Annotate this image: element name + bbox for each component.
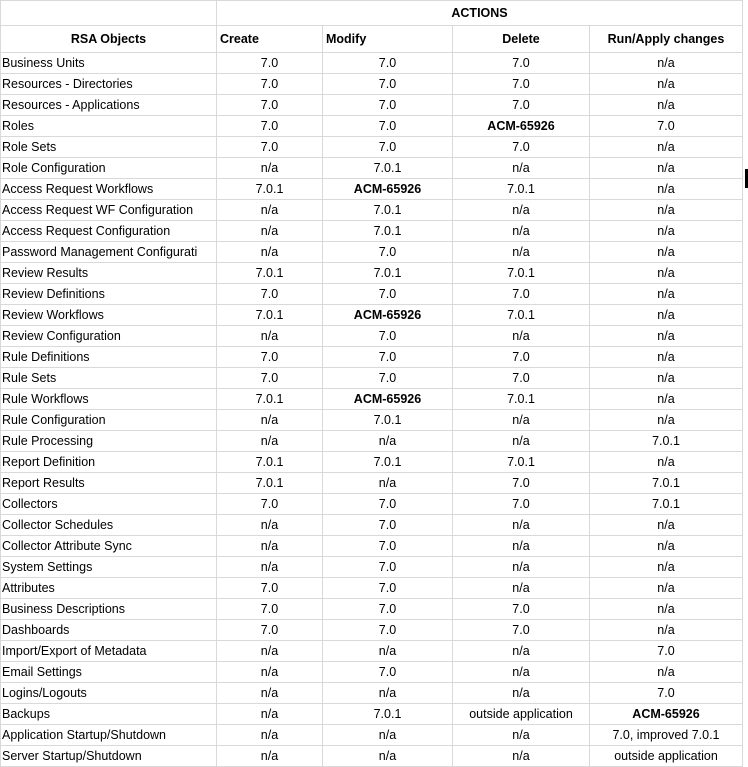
cell-modify[interactable]: 7.0 [323, 347, 453, 368]
table-row [1, 326, 743, 347]
cell-modify[interactable]: n/a [323, 473, 453, 494]
table-row [1, 263, 743, 284]
cell-modify[interactable]: 7.0.1 [323, 263, 453, 284]
row-object-name[interactable]: Roles [1, 116, 217, 137]
row-object-name[interactable]: Rule Processing [1, 431, 217, 452]
row-object-name[interactable]: Collector Attribute Sync [1, 536, 217, 557]
cell-modify[interactable]: n/a [323, 683, 453, 704]
row-object-name[interactable]: Password Management Configurati [1, 242, 217, 263]
cell-modify[interactable]: n/a [323, 641, 453, 662]
cell-delete[interactable]: 7.0 [453, 137, 590, 158]
table-row [1, 158, 743, 179]
cell-run-apply[interactable]: 7.0 [590, 641, 743, 662]
cell-modify[interactable]: 7.0 [323, 284, 453, 305]
row-object-name[interactable]: Import/Export of Metadata [1, 641, 217, 662]
cell-delete[interactable]: n/a [453, 221, 590, 242]
cell-modify[interactable]: 7.0 [323, 515, 453, 536]
row-object-name[interactable]: Dashboards [1, 620, 217, 641]
cell-delete[interactable]: n/a [453, 725, 590, 746]
cell-delete[interactable]: n/a [453, 683, 590, 704]
cell-run-apply[interactable]: n/a [590, 242, 743, 263]
column-header-delete: Delete [453, 26, 590, 53]
row-object-name[interactable]: Access Request WF Configuration [1, 200, 217, 221]
row-object-name[interactable]: Access Request Configuration [1, 221, 217, 242]
table-row [1, 179, 743, 200]
table-row [1, 641, 743, 662]
cell-run-apply[interactable]: n/a [590, 662, 743, 683]
cell-run-apply[interactable]: n/a [590, 557, 743, 578]
table-row [1, 662, 743, 683]
table-row [1, 515, 743, 536]
table-row [1, 473, 743, 494]
table-row [1, 620, 743, 641]
table-row [1, 704, 743, 725]
cell-modify[interactable]: 7.0.1 [323, 158, 453, 179]
row-object-name[interactable]: Review Workflows [1, 305, 217, 326]
cell-create[interactable]: n/a [217, 641, 323, 662]
cell-run-apply[interactable]: 7.0 [590, 116, 743, 137]
cell-create[interactable]: n/a [217, 221, 323, 242]
cell-delete[interactable]: 7.0 [453, 473, 590, 494]
cell-run-apply[interactable]: n/a [590, 326, 743, 347]
cell-create[interactable]: n/a [217, 683, 323, 704]
table-row [1, 683, 743, 704]
cell-modify[interactable]: 7.0 [323, 557, 453, 578]
cell-create[interactable]: 7.0 [217, 74, 323, 95]
cell-modify[interactable]: n/a [323, 746, 453, 767]
cell-create[interactable]: n/a [217, 431, 323, 452]
cell-delete[interactable]: 7.0 [453, 95, 590, 116]
cell-run-apply[interactable]: n/a [590, 53, 743, 74]
cell-create[interactable]: 7.0 [217, 347, 323, 368]
table-row [1, 347, 743, 368]
cell-create[interactable]: 7.0.1 [217, 473, 323, 494]
cell-delete[interactable]: n/a [453, 557, 590, 578]
row-object-name[interactable]: Rule Definitions [1, 347, 217, 368]
cell-run-apply[interactable]: n/a [590, 95, 743, 116]
row-object-name[interactable]: Business Descriptions [1, 599, 217, 620]
column-header-modify: Modify [323, 26, 453, 53]
cell-delete[interactable]: n/a [453, 242, 590, 263]
cell-create[interactable]: 7.0 [217, 620, 323, 641]
cell-modify[interactable]: 7.0.1 [323, 452, 453, 473]
cell-run-apply[interactable]: n/a [590, 221, 743, 242]
cell-create[interactable]: 7.0.1 [217, 179, 323, 200]
cell-modify[interactable]: 7.0.1 [323, 221, 453, 242]
row-object-name[interactable]: Report Results [1, 473, 217, 494]
cell-run-apply[interactable]: n/a [590, 368, 743, 389]
cell-modify[interactable]: n/a [323, 431, 453, 452]
cell-modify[interactable]: 7.0 [323, 95, 453, 116]
cell-modify[interactable]: 7.0 [323, 599, 453, 620]
cell-delete[interactable]: 7.0 [453, 74, 590, 95]
cell-delete[interactable]: outside application [453, 704, 590, 725]
cell-create[interactable]: 7.0 [217, 578, 323, 599]
cell-run-apply[interactable]: n/a [590, 599, 743, 620]
cell-modify[interactable]: 7.0.1 [323, 704, 453, 725]
cell-run-apply[interactable]: n/a [590, 410, 743, 431]
row-object-name[interactable]: Report Definition [1, 452, 217, 473]
cell-create[interactable]: 7.0.1 [217, 305, 323, 326]
table-row [1, 368, 743, 389]
cell-create[interactable]: n/a [217, 704, 323, 725]
row-object-name[interactable]: Rule Sets [1, 368, 217, 389]
cell-delete[interactable]: 7.0.1 [453, 305, 590, 326]
row-object-name[interactable]: Resources - Directories [1, 74, 217, 95]
table-row [1, 284, 743, 305]
table-row [1, 137, 743, 158]
cell-create[interactable]: n/a [217, 746, 323, 767]
cell-create[interactable]: n/a [217, 725, 323, 746]
row-object-name[interactable]: Logins/Logouts [1, 683, 217, 704]
cell-delete[interactable]: n/a [453, 578, 590, 599]
cell-create[interactable]: 7.0.1 [217, 263, 323, 284]
rsa-objects-title: RSA Objects [1, 26, 217, 53]
table-row [1, 410, 743, 431]
cell-run-apply[interactable]: n/a [590, 578, 743, 599]
row-object-name[interactable]: Server Startup/Shutdown [1, 746, 217, 767]
cell-create[interactable]: 7.0.1 [217, 389, 323, 410]
table-row [1, 200, 743, 221]
cell-create[interactable]: 7.0 [217, 368, 323, 389]
cell-modify[interactable]: 7.0 [323, 578, 453, 599]
table-row [1, 746, 743, 767]
cell-run-apply[interactable]: 7.0.1 [590, 431, 743, 452]
column-header-create: Create [217, 26, 323, 53]
row-object-name[interactable]: Role Configuration [1, 158, 217, 179]
cell-modify[interactable]: 7.0 [323, 74, 453, 95]
cell-delete[interactable]: 7.0 [453, 599, 590, 620]
row-object-name[interactable]: Application Startup/Shutdown [1, 725, 217, 746]
row-object-name[interactable]: Review Results [1, 263, 217, 284]
cell-modify[interactable]: 7.0 [323, 242, 453, 263]
cell-modify[interactable]: ACM-65926 [323, 179, 453, 200]
cell-run-apply[interactable]: outside application [590, 746, 743, 767]
cell-modify[interactable]: 7.0 [323, 53, 453, 74]
cell-run-apply[interactable]: n/a [590, 536, 743, 557]
cell-modify[interactable]: 7.0.1 [323, 200, 453, 221]
cell-create[interactable]: n/a [217, 557, 323, 578]
cell-modify[interactable]: 7.0 [323, 536, 453, 557]
cell-delete[interactable]: n/a [453, 431, 590, 452]
cell-run-apply[interactable]: n/a [590, 137, 743, 158]
cell-create[interactable]: 7.0 [217, 599, 323, 620]
row-object-name[interactable]: Rule Configuration [1, 410, 217, 431]
header-row-columns [1, 26, 743, 53]
cell-create[interactable]: n/a [217, 326, 323, 347]
cell-create[interactable]: 7.0 [217, 116, 323, 137]
cell-run-apply[interactable]: n/a [590, 158, 743, 179]
cell-modify[interactable]: 7.0.1 [323, 410, 453, 431]
table-row [1, 116, 743, 137]
table-row [1, 431, 743, 452]
cell-delete[interactable]: n/a [453, 200, 590, 221]
row-object-name[interactable]: Backups [1, 704, 217, 725]
table-row [1, 452, 743, 473]
cell-modify[interactable]: 7.0 [323, 137, 453, 158]
cell-modify[interactable]: ACM-65926 [323, 389, 453, 410]
cell-create[interactable]: 7.0 [217, 284, 323, 305]
cell-delete[interactable]: 7.0 [453, 494, 590, 515]
cell-create[interactable]: n/a [217, 158, 323, 179]
cell-delete[interactable]: 7.0 [453, 347, 590, 368]
cell-create[interactable]: n/a [217, 410, 323, 431]
row-object-name[interactable]: Collectors [1, 494, 217, 515]
cell-create[interactable]: n/a [217, 200, 323, 221]
row-object-name[interactable]: Attributes [1, 578, 217, 599]
cell-delete[interactable]: n/a [453, 410, 590, 431]
cell-run-apply[interactable]: ACM-65926 [590, 704, 743, 725]
cell-create[interactable]: 7.0 [217, 137, 323, 158]
cell-create[interactable]: n/a [217, 242, 323, 263]
cell-run-apply[interactable]: n/a [590, 620, 743, 641]
cell-create[interactable]: n/a [217, 662, 323, 683]
table-row [1, 599, 743, 620]
cell-delete[interactable]: 7.0 [453, 284, 590, 305]
header-empty-cell[interactable] [1, 1, 217, 26]
table-row [1, 221, 743, 242]
column-header-run-apply: Run/Apply changes [590, 26, 743, 53]
cell-run-apply[interactable]: n/a [590, 74, 743, 95]
row-object-name[interactable]: System Settings [1, 557, 217, 578]
table-row [1, 725, 743, 746]
cell-delete[interactable]: 7.0.1 [453, 179, 590, 200]
row-object-name[interactable]: Access Request Workflows [1, 179, 217, 200]
cell-create[interactable]: 7.0.1 [217, 452, 323, 473]
table-row [1, 389, 743, 410]
cell-delete[interactable]: n/a [453, 641, 590, 662]
table-row [1, 536, 743, 557]
cell-run-apply[interactable]: n/a [590, 452, 743, 473]
cell-modify[interactable]: 7.0 [323, 662, 453, 683]
cell-delete[interactable]: 7.0.1 [453, 389, 590, 410]
cell-modify[interactable]: 7.0 [323, 116, 453, 137]
cell-run-apply[interactable]: 7.0.1 [590, 494, 743, 515]
cell-delete[interactable]: n/a [453, 662, 590, 683]
cell-run-apply[interactable]: n/a [590, 389, 743, 410]
cell-delete[interactable]: n/a [453, 515, 590, 536]
cell-run-apply[interactable]: n/a [590, 263, 743, 284]
table-row [1, 53, 743, 74]
table-row [1, 95, 743, 116]
cell-delete[interactable]: 7.0.1 [453, 263, 590, 284]
cell-delete[interactable]: 7.0.1 [453, 452, 590, 473]
cell-create[interactable]: 7.0 [217, 95, 323, 116]
cell-delete[interactable]: 7.0 [453, 368, 590, 389]
table-row [1, 305, 743, 326]
table-row [1, 578, 743, 599]
cell-run-apply[interactable]: n/a [590, 305, 743, 326]
cell-create[interactable]: n/a [217, 515, 323, 536]
cell-run-apply[interactable]: 7.0, improved 7.0.1 [590, 725, 743, 746]
cell-modify[interactable]: 7.0 [323, 620, 453, 641]
cell-run-apply[interactable]: 7.0.1 [590, 473, 743, 494]
cell-delete[interactable]: ACM-65926 [453, 116, 590, 137]
row-object-name[interactable]: Collector Schedules [1, 515, 217, 536]
row-object-name[interactable]: Email Settings [1, 662, 217, 683]
cell-create[interactable]: 7.0 [217, 53, 323, 74]
cell-run-apply[interactable]: 7.0 [590, 683, 743, 704]
cell-delete[interactable]: n/a [453, 536, 590, 557]
row-object-name[interactable]: Review Configuration [1, 326, 217, 347]
cell-modify[interactable]: n/a [323, 725, 453, 746]
cell-create[interactable]: 7.0 [217, 494, 323, 515]
row-object-name[interactable]: Business Units [1, 53, 217, 74]
cell-modify[interactable]: 7.0 [323, 494, 453, 515]
cell-modify[interactable]: 7.0 [323, 326, 453, 347]
cell-run-apply[interactable]: n/a [590, 200, 743, 221]
cell-delete[interactable]: 7.0 [453, 53, 590, 74]
cell-run-apply[interactable]: n/a [590, 284, 743, 305]
cell-modify[interactable]: 7.0 [323, 368, 453, 389]
cell-run-apply[interactable]: n/a [590, 347, 743, 368]
table-row [1, 557, 743, 578]
header-row-actions [1, 1, 743, 26]
table-row [1, 74, 743, 95]
cell-delete[interactable]: n/a [453, 158, 590, 179]
row-object-name[interactable]: Rule Workflows [1, 389, 217, 410]
row-object-name[interactable]: Review Definitions [1, 284, 217, 305]
cell-delete[interactable]: n/a [453, 326, 590, 347]
cell-modify[interactable]: ACM-65926 [323, 305, 453, 326]
cell-create[interactable]: n/a [217, 536, 323, 557]
row-object-name[interactable]: Role Sets [1, 137, 217, 158]
cell-run-apply[interactable]: n/a [590, 515, 743, 536]
actions-title: ACTIONS [217, 1, 743, 26]
cell-run-apply[interactable]: n/a [590, 179, 743, 200]
cell-delete[interactable]: n/a [453, 746, 590, 767]
table-row [1, 242, 743, 263]
row-object-name[interactable]: Resources - Applications [1, 95, 217, 116]
cell-delete[interactable]: 7.0 [453, 620, 590, 641]
table-row [1, 494, 743, 515]
